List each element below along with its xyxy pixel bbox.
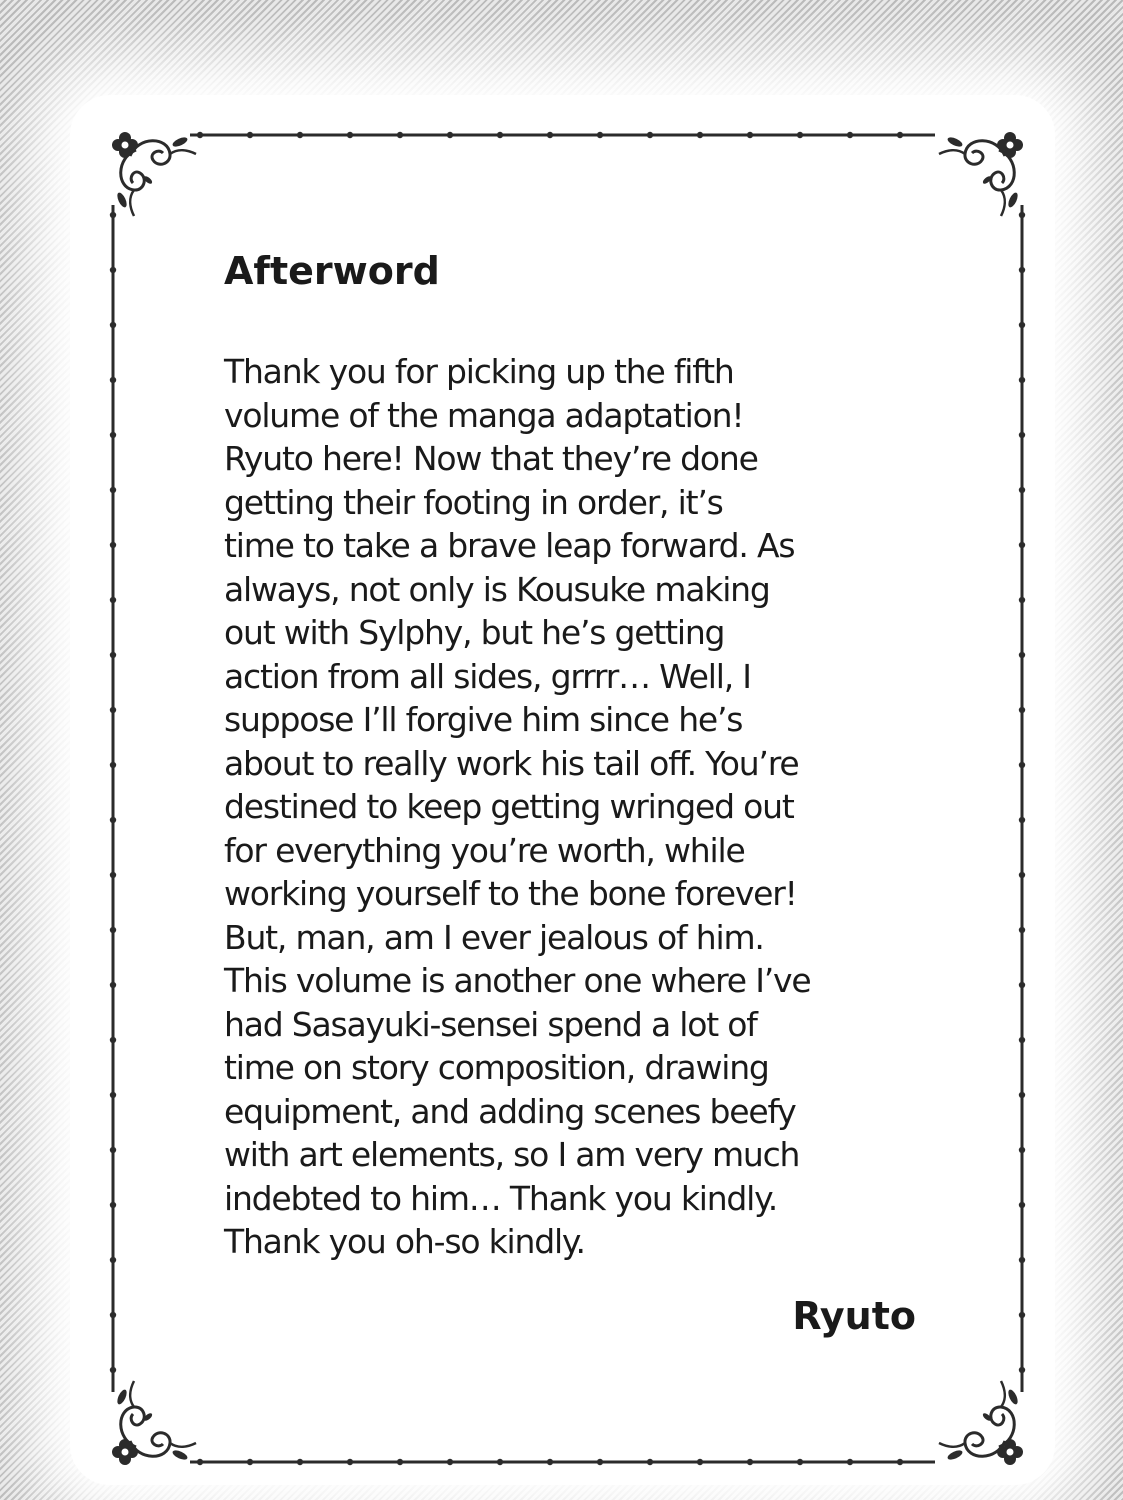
frame-bead [697,1459,703,1465]
frame-bead [597,132,603,138]
body-line: time on story composition, drawing [224,1048,769,1087]
body-line: Thank you for picking up the fifth [224,352,734,391]
frame-bead [110,1312,116,1318]
body-line: Thank you oh-so kindly. [224,1222,585,1261]
body-line: time to take a brave leap forward. As [224,526,795,565]
afterword-body [224,350,924,1264]
frame-bead [110,1202,116,1208]
frame-bead [110,267,116,273]
frame-bead [897,1459,903,1465]
frame-bead [1019,927,1025,933]
frame-bead [110,212,116,218]
frame-bead [297,132,303,138]
frame-bead [347,1459,353,1465]
body-line: about to really work his tail off. You’re [224,743,799,783]
frame-bead [197,132,203,138]
frame-bead [1019,1092,1025,1098]
frame-bead [1019,1312,1025,1318]
body-line: working yourself to the bone forever! [224,874,797,913]
frame-bead [797,132,803,138]
frame-bead [447,132,453,138]
frame-bead [110,652,116,658]
frame-bead [110,1257,116,1263]
frame-bead [110,1147,116,1153]
body-line: volume of the manga adaptation! [224,395,744,435]
frame-bead [1019,322,1025,328]
frame-bead [397,132,403,138]
frame-bead [247,132,253,138]
frame-bead [1019,1147,1025,1153]
frame-bead [1019,1037,1025,1043]
frame-bead [597,1459,603,1465]
frame-bead [110,1367,116,1373]
frame-bead [847,1459,853,1465]
body-line: This volume is another one where I’ve [224,961,811,1000]
body-line: equipment, and adding scenes beefy [224,1091,796,1131]
frame-bead [1019,267,1025,273]
frame-bead [1019,1257,1025,1263]
frame-bead [1019,817,1025,823]
body-line: Ryuto here! Now that they’re done [224,439,758,478]
frame-bead [110,322,116,328]
frame-bead [1019,432,1025,438]
frame-bead [110,982,116,988]
frame-bead [647,132,653,138]
afterword-title: Afterword [224,249,440,293]
body-line: had Sasayuki-sensei spend a lot of [224,1004,757,1044]
frame-bead [1019,377,1025,383]
frame-bead [110,377,116,383]
frame-bead [110,487,116,493]
frame-bead [647,1459,653,1465]
frame-bead [347,132,353,138]
frame-bead [1019,707,1025,713]
frame-bead [1019,982,1025,988]
body-line: But, man, am I ever jealous of him. [224,917,764,957]
body-line: always, not only is Kousuke making [224,569,770,609]
frame-bead [1019,487,1025,493]
body-line: action from all sides, grrrr… Well, I [224,656,751,696]
frame-bead [697,132,703,138]
frame-bead [847,132,853,138]
frame-bead [110,872,116,878]
frame-bead [747,1459,753,1465]
frame-bead [110,817,116,823]
frame-bead [1019,762,1025,768]
frame-bead [1019,1367,1025,1373]
body-line: getting their footing in order, it’s [224,482,723,522]
body-line: with art elements, so I am very much [224,1135,800,1174]
frame-bead [547,1459,553,1465]
body-line: destined to keep getting wringed out [224,787,794,826]
frame-bead [497,132,503,138]
frame-bead [110,432,116,438]
author-signature: Ryuto [792,1294,916,1338]
frame-bead [447,1459,453,1465]
body-line: indebted to him… Thank you kindly. [224,1178,778,1218]
frame-bead [1019,597,1025,603]
body-line: for everything you’re worth, while [224,830,745,870]
body-line: suppose I’ll forgive him since he’s [224,700,743,739]
frame-bead [1019,1202,1025,1208]
body-line: out with Sylphy, but he’s getting [224,613,725,652]
frame-bead [797,1459,803,1465]
frame-bead [897,132,903,138]
frame-bead [1019,542,1025,548]
frame-bead [110,762,116,768]
frame-bead [297,1459,303,1465]
frame-bead [1019,872,1025,878]
frame-bead [110,1092,116,1098]
frame-bead [247,1459,253,1465]
frame-bead [1019,212,1025,218]
frame-bead [110,707,116,713]
frame-bead [1019,652,1025,658]
frame-bead [497,1459,503,1465]
frame-bead [747,132,753,138]
frame-bead [110,597,116,603]
frame-bead [197,1459,203,1465]
frame-bead [397,1459,403,1465]
frame-bead [110,927,116,933]
afterword-content [224,245,924,1264]
frame-bead [110,542,116,548]
frame-bead [547,132,553,138]
frame-bead [110,1037,116,1043]
